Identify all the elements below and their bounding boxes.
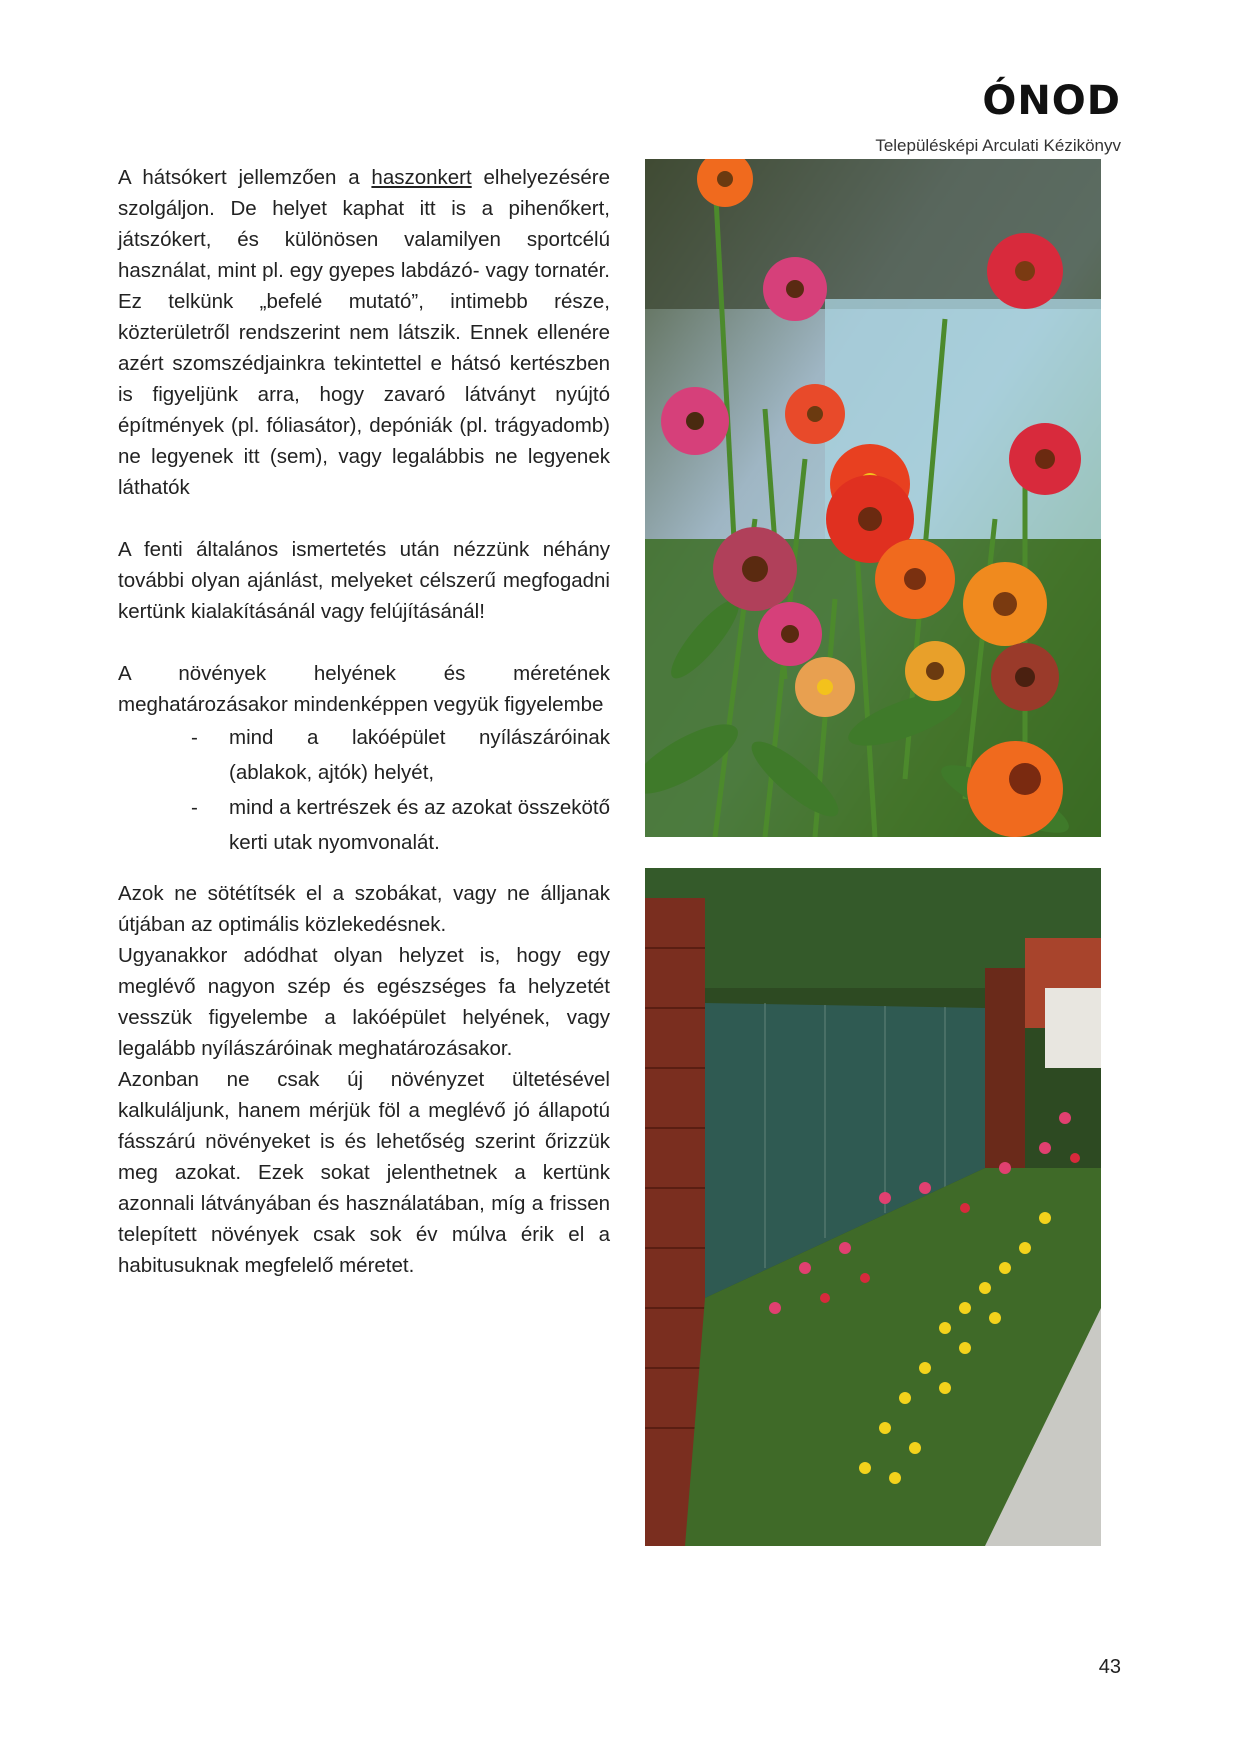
document-subtitle: Településképi Arculati Kézikönyv: [875, 136, 1121, 155]
term-haszonkert: haszonkert: [371, 166, 472, 189]
list-item: [118, 720, 610, 790]
paragraph-text: elhelyezésére szolgáljon. De helyet kaphat itt is a pihenőkert, játszókert, és különösen valamilyen sportcélú használat, mint pl. egy gyepes labdázó- vagy tornatér. Ez telkünk „befelé mutató”, intimebb része, közterületről rendszerint nem látszik. Ennek ellenére azért szomszédjainkra tekintettel e hátsó kertészben is figyeljünk arra, hogy zavaró látványt nyújtó építmények (pl. fóliasátor), depóniák (pl. trágyadomb) ne legyenek itt (sem), vagy legalábbis ne legyenek láthatók: [118, 166, 610, 499]
list-item-text: mind a kertrészek és az azokat összekötő kerti utak nyomvonalát.: [229, 796, 610, 854]
fence-flowerbed-photo: [645, 868, 1101, 1546]
fence-flowerbed-illustration: [645, 868, 1101, 1546]
paragraph-existing-plants: Azonban ne csak új növényzet ültetésével kalkuláljunk, hanem mérjük föl a meglévő jó állapotú fásszárú növényeket is és lehetőség szerint őrizzük meg azokat. Ezek sokat jelenthetnek a kertünk azonnali látványában és használatában, míg a frissen telepített növények csak sok év múlva érik el a habitusuknak megfelelő méretet.: [118, 1068, 610, 1277]
list-item: [118, 790, 610, 860]
consideration-list: [118, 720, 610, 860]
document-title: ÓNOD: [982, 78, 1121, 124]
body-text: [118, 162, 610, 1281]
paragraph-text: A hátsókert jellemzően a: [118, 166, 372, 189]
list-dash: -: [191, 726, 198, 749]
paragraph-backyard: [118, 162, 610, 503]
paragraph-shading: Azok ne sötétítsék el a szobákat, vagy ne álljanak útjában az optimális közlekedésnek.: [118, 882, 610, 936]
list-item-text: mind a lakóépület nyílászáróinak (ablakok, ajtók) helyét,: [229, 726, 610, 784]
list-dash: -: [191, 796, 198, 819]
zinnia-flowers-photo: [645, 159, 1101, 837]
paragraph-recommendations: A fenti általános ismertetés után nézzünk néhány további olyan ajánlást, melyeket célszerű megfogadni kertünk kialakításánál vagy felújításánál!: [118, 538, 610, 623]
paragraph-plant-placement: A növények helyének és méretének meghatározásakor mindenképpen vegyük figyelembe: [118, 662, 610, 716]
page-number: 43: [1098, 1656, 1121, 1678]
zinnia-flowers-illustration: [645, 159, 1101, 837]
paragraph-existing-tree: Ugyanakkor adódhat olyan helyzet is, hogy egy meglévő nagyon szép és egészséges fa helyzetét vesszük figyelembe a lakóépület helyének, vagy legalább nyílászáróinak meghatározásakor.: [118, 944, 610, 1060]
